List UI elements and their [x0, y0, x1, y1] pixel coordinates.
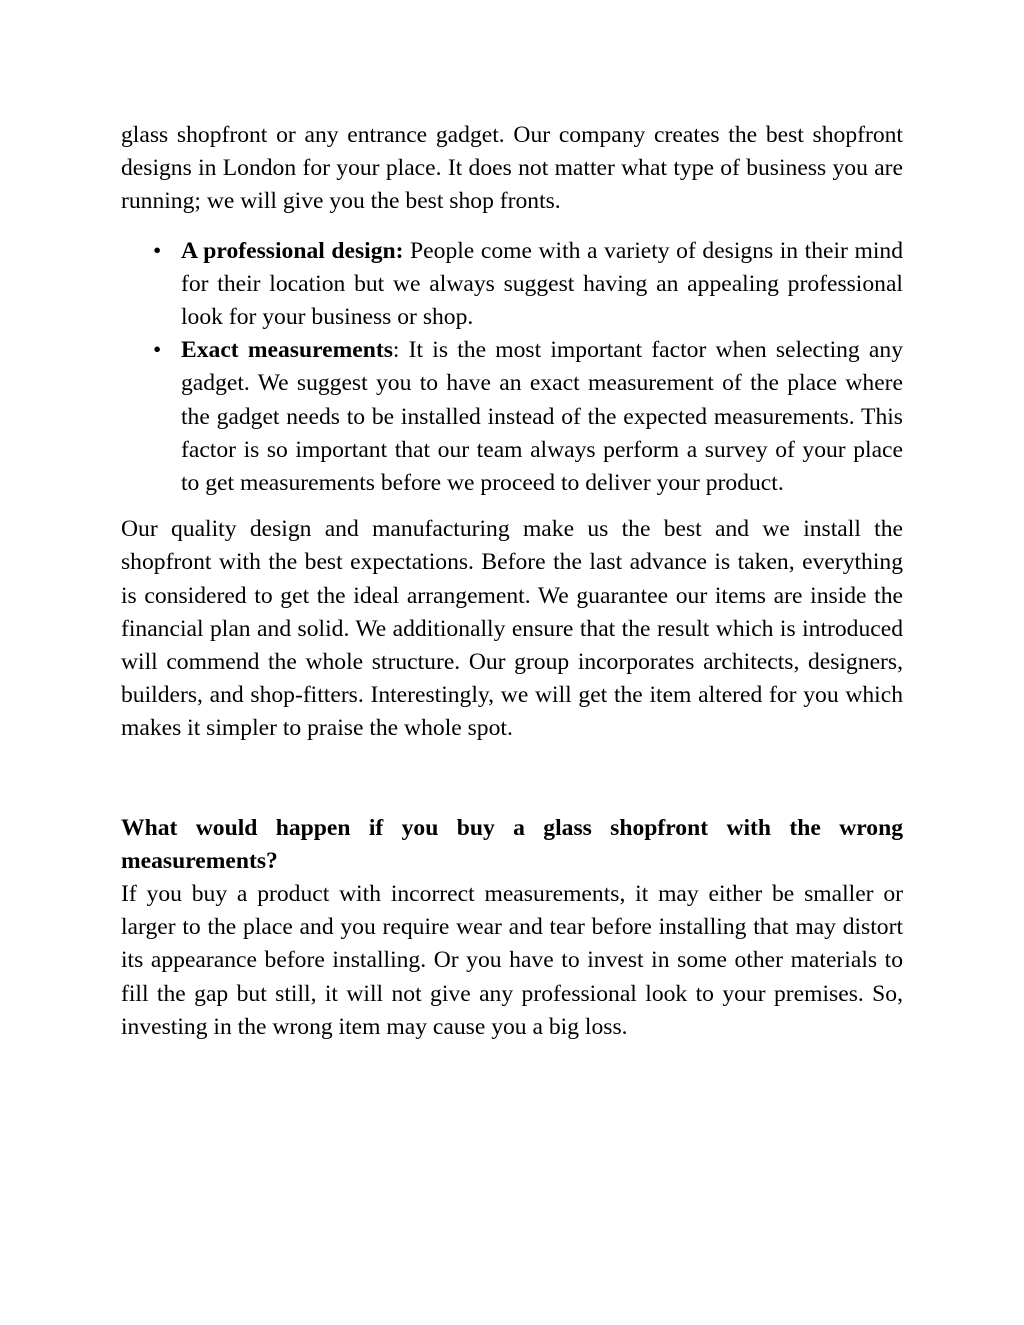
- list-item-term: Exact measurements: [181, 337, 393, 364]
- section-heading: What would happen if you buy a glass shopfront with the wrong measurements?: [121, 814, 903, 874]
- bullet-icon: •: [153, 337, 162, 364]
- quality-paragraph: Our quality design and manufacturing make us the best and we install the shopfront with the best expectations. Before the last advance is taken, everything is considered to get the ideal arrangement. We guarantee our items are inside the financial plan and solid. We additionally ensure that the result which is introduced will commend the whole structure. Our group incorporates architects, designers, builders, and shop-fitters. Interestingly, we will get the item altered for you which makes it simpler to praise the whole spot.: [121, 516, 903, 742]
- bullet-icon: •: [153, 237, 162, 264]
- document-page: [121, 119, 903, 1044]
- section-spacer: [121, 746, 903, 812]
- feature-list: [121, 235, 903, 501]
- intro-paragraph: glass shopfront or any entrance gadget. Our company creates the best shopfront designs in London for your place. It does not matter what type of business you are running; we will give you the best shop fronts.: [121, 122, 903, 215]
- list-item-exact-measurements: [121, 334, 903, 500]
- section-body: If you buy a product with incorrect measurements, it may either be smaller or larger to the place and you require wear and tear before installing that may distort its appearance before installing. Or you have to invest in some other materials to fill the gap but still, it will not give any professional look to your premises. So, investing in the wrong item may cause you a big loss.: [121, 881, 903, 1040]
- list-item-text: : It is the most important factor when selecting any gadget. We suggest you to have an exact measurement of the place where the gadget needs to be installed instead of the expected measurements. This factor is so important that our team always perform a survey of your place to get measurements before we proceed to deliver your product.: [181, 337, 903, 497]
- list-item-text: People come with a variety of designs in their mind for their location but we always suggest having an appealing professional look for your business or shop.: [181, 237, 903, 331]
- list-item-professional-design: [121, 235, 903, 335]
- list-item-term: A professional design:: [181, 237, 404, 264]
